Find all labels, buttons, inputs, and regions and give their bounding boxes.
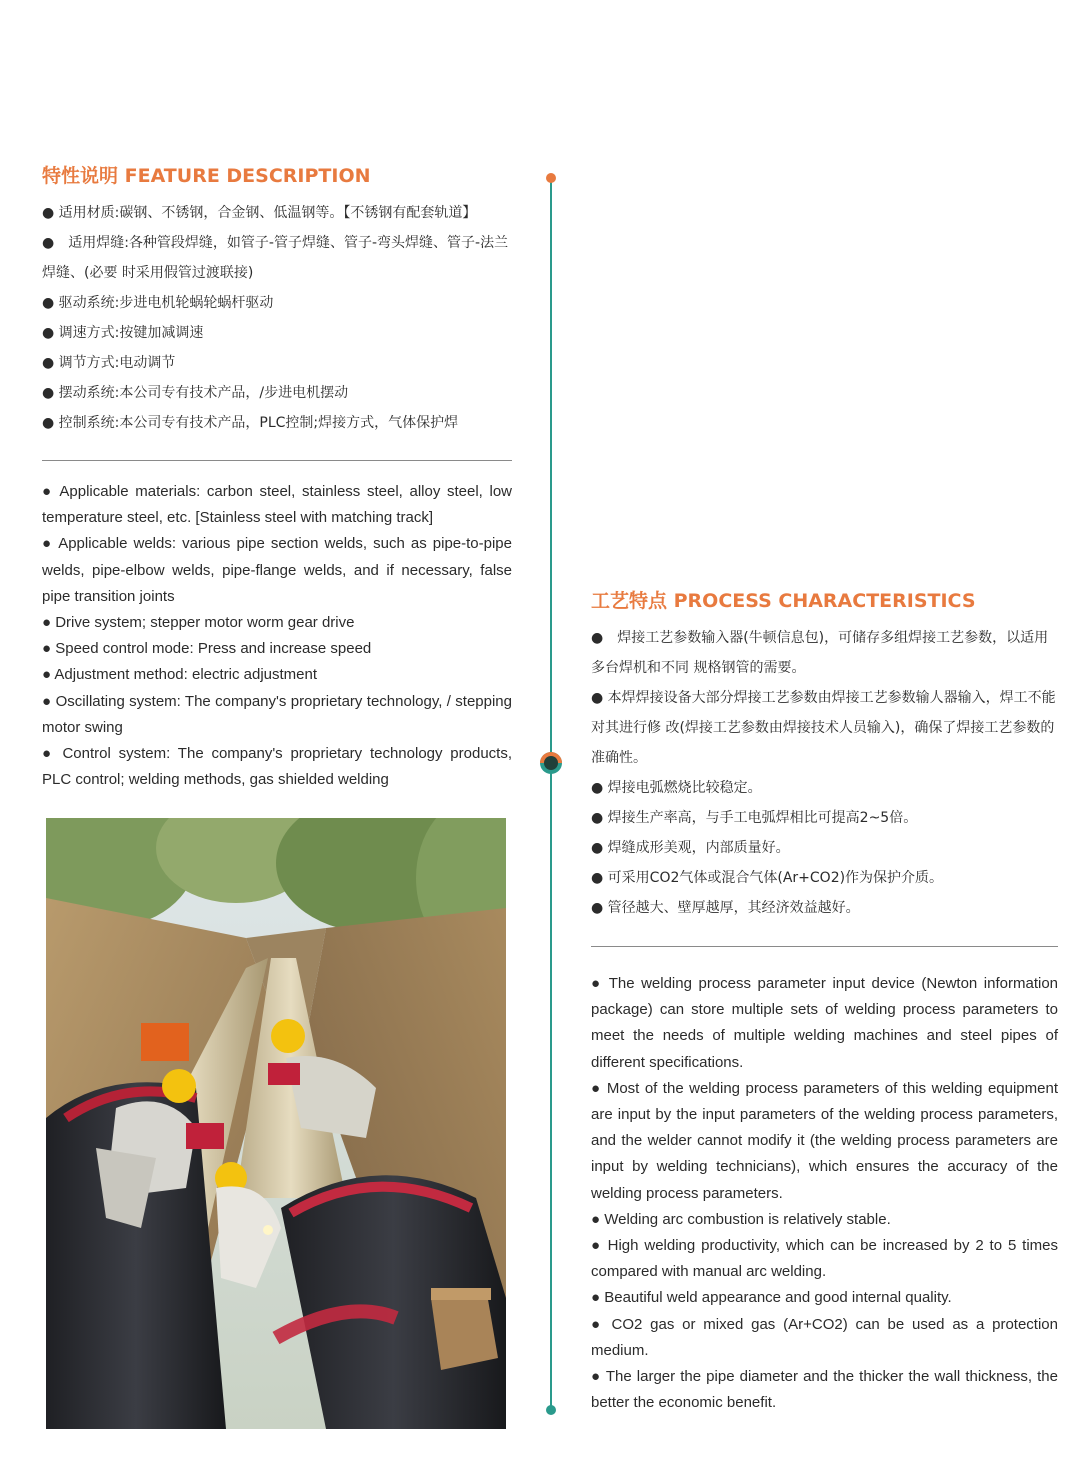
feature-cn-item: ● 摆动系统:本公司专有技术产品，/步进电机摆动	[42, 385, 349, 401]
process-en-item: ● Beautiful weld appearance and good internal quality.	[591, 1289, 952, 1307]
feature-section	[42, 160, 512, 793]
feature-en-item: ● Adjustment method: electric adjustment	[42, 666, 318, 684]
feature-en-list	[42, 479, 512, 793]
process-en-item: ● The larger the pipe diameter and the thicker the wall thickness, the better the economic benefit.	[591, 1368, 1058, 1412]
feature-cn-item: ● 调节方式:电动调节	[42, 355, 176, 371]
feature-en-item: ● Oscillating system: The company's proprietary technology, / stepping motor swing	[42, 692, 512, 736]
process-cn-item: ● 可采用CO2气体或混合气体(Ar+CO2)作为保护介质。	[591, 870, 944, 886]
timeline-dot-bottom	[546, 1405, 556, 1415]
process-cn-list	[591, 623, 1058, 923]
feature-heading: 特性说明 FEATURE DESCRIPTION	[42, 165, 371, 187]
feature-en-item: ● Applicable welds: various pipe section welds, such as pipe-to-pipe welds, pipe-elbow welds, pipe-flange welds, and if necessary, false pipe transition joints	[42, 535, 512, 605]
feature-cn-item: ● 驱动系统:步进电机轮蜗轮蜗杆驱动	[42, 295, 274, 311]
process-cn-item: ● 焊接工艺参数输入器(牛顿信息包)，可储存多组焊接工艺参数，以适用多台焊机和不同 规格钢管的需要。	[591, 630, 1049, 676]
feature-en-item: ● Control system: The company's proprietary technology products, PLC control; welding methods, gas shielded welding	[42, 745, 512, 789]
pipeline-welding-photo	[46, 818, 506, 1429]
feature-divider	[42, 460, 512, 461]
process-cn-item: ● 管径越大、壁厚越厚，其经济效益越好。	[591, 900, 860, 916]
process-cn-item: ● 焊接电弧燃烧比较稳定。	[591, 780, 762, 796]
process-en-item: ● High welding productivity, which can be increased by 2 to 5 times compared with manual arc welding.	[591, 1237, 1058, 1281]
process-heading: 工艺特点 PROCESS CHARACTERISTICS	[591, 590, 976, 612]
process-en-item: ● Welding arc combustion is relatively stable.	[591, 1210, 891, 1228]
feature-cn-item: ● 适用材质:碳钢、不锈钢，合金钢、低温钢等。【不锈钢有配套轨道】	[42, 205, 477, 221]
process-section	[591, 585, 1058, 1416]
process-en-item: ● CO2 gas or mixed gas (Ar+CO2) can be used as a protection medium.	[591, 1315, 1058, 1359]
process-en-item: ● Most of the welding process parameters of this welding equipment are input by the input parameters of the welding process parameters, and the welder cannot modify it (the welding process parameters are input by welding technicians), which ensures the accuracy of the welding process parameters.	[591, 1079, 1058, 1202]
feature-cn-item: ● 控制系统:本公司专有技术产品，PLC控制;焊接方式，气体保护焊	[42, 415, 459, 431]
timeline-line	[550, 177, 552, 1409]
process-cn-item: ● 焊缝成形美观，内部质量好。	[591, 840, 790, 856]
feature-en-item: ● Speed control mode: Press and increase speed	[42, 640, 372, 658]
timeline-dot-middle	[540, 752, 562, 774]
feature-en-item: ● Drive system; stepper motor worm gear drive	[42, 614, 355, 632]
feature-cn-item: ● 适用焊缝:各种管段焊缝，如管子-管子焊缝、管子-弯头焊缝、管子-法兰焊缝、(必要 时采用假管过渡联接)	[42, 235, 509, 281]
feature-cn-list	[42, 198, 512, 438]
process-cn-item: ● 焊接生产率高，与手工电弧焊相比可提高2~5倍。	[591, 810, 918, 826]
timeline-dot-top	[546, 173, 556, 183]
process-en-item: ● The welding process parameter input device (Newton information package) can store multiple sets of welding process parameters to meet the needs of multiple welding machines and steel pipes of different specifications.	[591, 975, 1058, 1071]
feature-cn-item: ● 调速方式:按键加减调速	[42, 325, 204, 341]
process-cn-item: ● 本焊焊接设备大部分焊接工艺参数由焊接工艺参数输人器输入，焊工不能对其进行修 改(焊接工艺参数由焊接技术人员输入)，确保了焊接工艺参数的准确性。	[591, 690, 1056, 766]
process-en-list	[591, 971, 1058, 1416]
process-divider	[591, 946, 1058, 947]
feature-en-item: ● Applicable materials: carbon steel, stainless steel, alloy steel, low temperature steel, etc. [Stainless steel with matching track]	[42, 483, 512, 527]
